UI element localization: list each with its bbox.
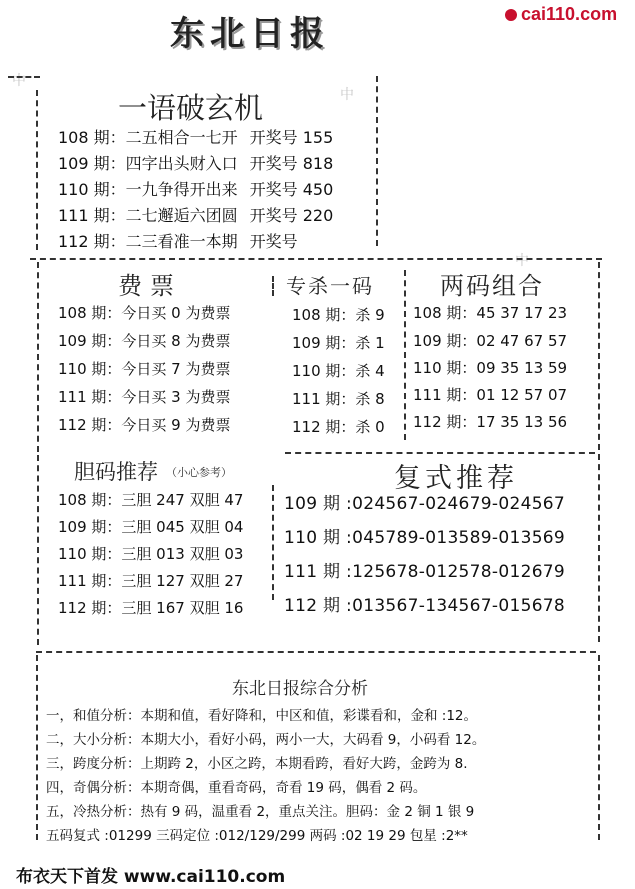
feipiao-title: 费票 [118, 272, 182, 300]
analysis-row: 五码复式 :01299 三码定位 :012/129/299 两码 :02 19 29 包星 :2** [46, 828, 468, 844]
analysis-row: 一，和值分析：本期和值，看好降和，中区和值，彩谍看和，金和 :12。 [46, 708, 478, 724]
yiyu-row [58, 151, 333, 174]
ghost-mark: 中 [12, 73, 26, 89]
frame-dash [272, 485, 274, 600]
frame-dash [36, 655, 38, 840]
section-divider [285, 452, 595, 454]
frame-dash [36, 90, 38, 250]
yiyu-title: 一语破玄机 [118, 91, 264, 125]
ghost-mark: 中 [515, 253, 529, 269]
phrase: 四字出头财入口 [125, 154, 238, 173]
liangma-row: 112 期：17 35 13 56 [413, 413, 568, 431]
zhuansha-row: 111 期：杀 8 [292, 390, 385, 408]
analysis-row: 三，跨度分析：上期跨 2，小区之跨，本期看跨，看好大跨，金跨为 8. [46, 756, 468, 772]
danma-subtitle: （小心参考） [166, 466, 232, 479]
draw-number: 开奖号 450 [249, 180, 334, 199]
feipiao-row: 110 期：今日买 7 为费票 [58, 360, 231, 378]
frame-dash [8, 76, 40, 78]
period: 111 期： [58, 206, 126, 225]
frame-dash [598, 655, 600, 840]
frame-dash [37, 455, 39, 645]
danma-row: 110 期：三胆 013 双胆 03 [58, 545, 244, 563]
yiyu-row [58, 203, 333, 226]
liangma-row: 109 期：02 47 67 57 [413, 332, 568, 350]
zhuansha-row: 112 期：杀 0 [292, 418, 385, 436]
danma-row: 112 期：三胆 167 双胆 16 [58, 599, 244, 617]
fushi-row: 111 期 :125678-012578-012679 [284, 562, 566, 582]
danma-row: 108 期：三胆 247 双胆 47 [58, 491, 244, 509]
ghost-mark: 中 [340, 87, 354, 103]
liangma-title: 两码组合 [440, 272, 544, 300]
draw-number: 开奖号 [249, 232, 298, 251]
fushi-row: 109 期 :024567-024679-024567 [284, 494, 566, 514]
phrase: 二五相合一七开 [125, 128, 238, 147]
analysis-row: 二，大小分析：本期大小，看好小码，两小一大，大码看 9，小码看 12。 [46, 732, 486, 748]
fushi-row: 110 期 :045789-013589-013569 [284, 528, 566, 548]
frame-dash [598, 262, 600, 642]
feipiao-row: 111 期：今日买 3 为费票 [58, 388, 231, 406]
feipiao-row: 108 期：今日买 0 为费票 [58, 304, 231, 322]
section-divider [30, 258, 602, 260]
analysis-title: 东北日报综合分析 [232, 679, 368, 699]
feipiao-row: 109 期：今日买 8 为费票 [58, 332, 231, 350]
danma-row: 109 期：三胆 045 双胆 04 [58, 518, 244, 536]
draw-number: 开奖号 155 [249, 128, 334, 147]
liangma-row: 111 期：01 12 57 07 [413, 386, 568, 404]
zhuansha-title: 专杀一码 [286, 274, 374, 298]
feipiao-row: 112 期：今日买 9 为费票 [58, 416, 231, 434]
yiyu-row [58, 177, 333, 200]
yiyu-row [58, 125, 333, 148]
zhuansha-row: 109 期：杀 1 [292, 334, 385, 352]
draw-number: 开奖号 220 [249, 206, 334, 225]
phrase: 二七邂逅六团圆 [125, 206, 238, 225]
site-logo[interactable] [505, 4, 617, 25]
fushi-row: 112 期 :013567-134567-015678 [284, 596, 566, 616]
analysis-row: 四，奇偶分析：本期奇偶，重看奇码，奇看 19 码，偶看 2 码。 [46, 780, 427, 796]
logo-dot-icon [505, 9, 517, 21]
draw-number: 开奖号 818 [249, 154, 334, 173]
masthead-title: 东北日报 [170, 14, 330, 54]
period: 112 期： [58, 232, 126, 251]
footer-credit: 布衣天下首发 www.cai110.com [16, 867, 286, 887]
frame-dash [272, 276, 274, 296]
frame-dash [376, 76, 378, 246]
fushi-title: 复式推荐 [394, 463, 518, 494]
liangma-row: 108 期：45 37 17 23 [413, 304, 568, 322]
zhuansha-row: 108 期：杀 9 [292, 306, 385, 324]
frame-dash [37, 262, 39, 452]
period: 110 期： [58, 180, 126, 199]
phrase: 一九争得开出来 [125, 180, 238, 199]
frame-dash [404, 270, 406, 440]
zhuansha-row: 110 期：杀 4 [292, 362, 385, 380]
analysis-row: 五，冷热分析：热有 9 码，温重看 2，重点关注。胆码：金 2 铜 1 银 9 [46, 804, 475, 820]
danma-title: 胆码推荐 [74, 460, 158, 484]
period: 109 期： [58, 154, 126, 173]
phrase: 二三看准一本期 [125, 232, 238, 251]
liangma-row: 110 期：09 35 13 59 [413, 359, 568, 377]
site-logo-text: cai110.com [521, 4, 618, 24]
period: 108 期： [58, 128, 126, 147]
section-divider [36, 651, 596, 653]
yiyu-row [58, 229, 298, 252]
danma-row: 111 期：三胆 127 双胆 27 [58, 572, 244, 590]
